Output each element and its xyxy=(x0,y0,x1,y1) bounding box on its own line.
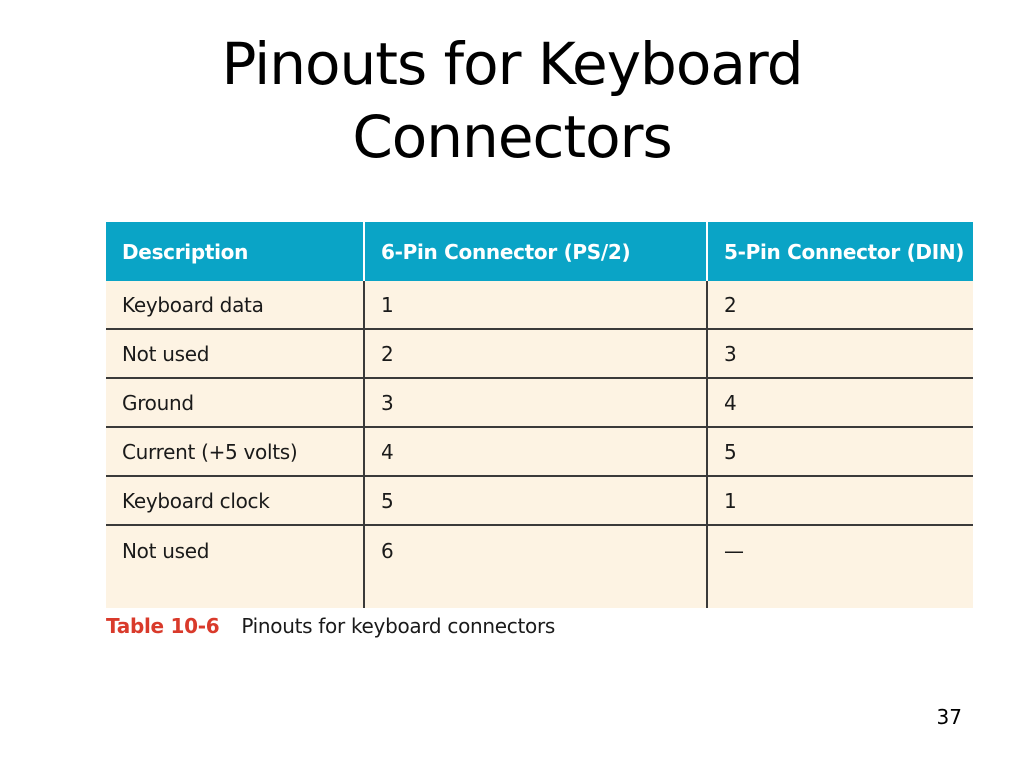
slide-title xyxy=(0,28,1024,174)
cell-5-pin: 5 xyxy=(707,427,973,476)
table-row xyxy=(106,378,973,427)
cell-5-pin: 1 xyxy=(707,476,973,525)
cell-6-pin: 5 xyxy=(364,476,707,525)
table-header-row xyxy=(106,222,973,281)
table-row xyxy=(106,329,973,378)
cell-description: Not used xyxy=(106,525,364,608)
slide-title-line-1: Pinouts for Keyboard xyxy=(221,30,803,98)
cell-6-pin: 2 xyxy=(364,329,707,378)
cell-5-pin: 2 xyxy=(707,281,973,329)
cell-5-pin: 3 xyxy=(707,329,973,378)
pinouts-table xyxy=(106,222,973,608)
cell-description: Ground xyxy=(106,378,364,427)
table-caption xyxy=(106,614,555,638)
cell-6-pin: 4 xyxy=(364,427,707,476)
cell-6-pin: 6 xyxy=(364,525,707,608)
cell-description: Keyboard data xyxy=(106,281,364,329)
cell-description: Keyboard clock xyxy=(106,476,364,525)
cell-6-pin: 1 xyxy=(364,281,707,329)
table-row xyxy=(106,427,973,476)
table-row xyxy=(106,525,973,608)
caption-text: Pinouts for keyboard connectors xyxy=(241,614,555,638)
header-description: Description xyxy=(106,222,364,281)
slide-title-line-2: Connectors xyxy=(352,103,672,171)
cell-5-pin: 4 xyxy=(707,378,973,427)
header-5-pin: 5-Pin Connector (DIN) xyxy=(707,222,973,281)
cell-description: Not used xyxy=(106,329,364,378)
header-6-pin: 6-Pin Connector (PS/2) xyxy=(364,222,707,281)
cell-description: Current (+5 volts) xyxy=(106,427,364,476)
cell-6-pin: 3 xyxy=(364,378,707,427)
cell-5-pin: — xyxy=(707,525,973,608)
caption-number: Table 10-6 xyxy=(106,614,220,638)
page-number: 37 xyxy=(936,705,962,729)
table-row xyxy=(106,476,973,525)
table-row xyxy=(106,281,973,329)
